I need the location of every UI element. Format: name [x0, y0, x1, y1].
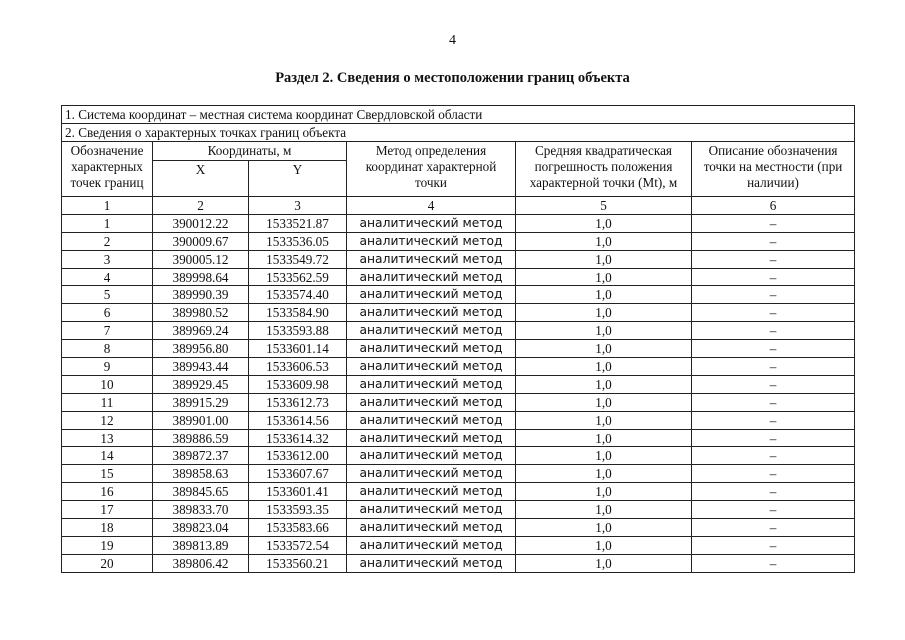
- point-number-cell: 3: [62, 250, 153, 268]
- table-row: [62, 554, 855, 572]
- coord-x-cell: 390009.67: [153, 232, 249, 250]
- coord-x-cell: 389833.70: [153, 501, 249, 519]
- header-coordinates: Координаты, м: [153, 142, 347, 161]
- coord-x-cell: 389858.63: [153, 465, 249, 483]
- boundary-points-table: [61, 105, 855, 573]
- accuracy-cell: 1,0: [516, 447, 692, 465]
- coord-y-cell: 1533583.66: [249, 519, 347, 537]
- coord-x-cell: 389969.24: [153, 322, 249, 340]
- col-number: 1: [62, 197, 153, 215]
- coord-y-cell: 1533584.90: [249, 304, 347, 322]
- accuracy-cell: 1,0: [516, 465, 692, 483]
- method-cell: аналитический метод: [347, 429, 516, 447]
- coord-y-cell: 1533549.72: [249, 250, 347, 268]
- coord-y-cell: 1533536.05: [249, 232, 347, 250]
- point-number-cell: 7: [62, 322, 153, 340]
- coord-y-cell: 1533572.54: [249, 536, 347, 554]
- coord-y-cell: 1533562.59: [249, 268, 347, 286]
- table-row: [62, 232, 855, 250]
- description-cell: –: [692, 501, 855, 519]
- point-number-cell: 5: [62, 286, 153, 304]
- coord-x-cell: 389915.29: [153, 393, 249, 411]
- point-number-cell: 10: [62, 375, 153, 393]
- header-method: Метод определения координат характерной точки: [347, 142, 516, 197]
- description-cell: –: [692, 322, 855, 340]
- table-row: [62, 393, 855, 411]
- table-row: [62, 519, 855, 537]
- coord-x-cell: 389901.00: [153, 411, 249, 429]
- method-cell: аналитический метод: [347, 375, 516, 393]
- table-row: [62, 214, 855, 232]
- method-cell: аналитический метод: [347, 250, 516, 268]
- method-cell: аналитический метод: [347, 501, 516, 519]
- method-cell: аналитический метод: [347, 411, 516, 429]
- accuracy-cell: 1,0: [516, 519, 692, 537]
- method-cell: аналитический метод: [347, 393, 516, 411]
- method-cell: аналитический метод: [347, 447, 516, 465]
- table-row: [62, 447, 855, 465]
- point-number-cell: 2: [62, 232, 153, 250]
- coord-x-cell: 389956.80: [153, 340, 249, 358]
- coord-x-cell: 389990.39: [153, 286, 249, 304]
- header-y: Y: [249, 161, 347, 197]
- coord-x-cell: 389886.59: [153, 429, 249, 447]
- coord-y-cell: 1533560.21: [249, 554, 347, 572]
- accuracy-cell: 1,0: [516, 375, 692, 393]
- description-cell: –: [692, 286, 855, 304]
- accuracy-cell: 1,0: [516, 393, 692, 411]
- accuracy-cell: 1,0: [516, 429, 692, 447]
- col-number: 3: [249, 197, 347, 215]
- description-cell: –: [692, 393, 855, 411]
- point-number-cell: 14: [62, 447, 153, 465]
- accuracy-cell: 1,0: [516, 411, 692, 429]
- coord-x-cell: 389998.64: [153, 268, 249, 286]
- coord-x-cell: 389929.45: [153, 375, 249, 393]
- point-number-cell: 6: [62, 304, 153, 322]
- point-number-cell: 11: [62, 393, 153, 411]
- coord-y-cell: 1533521.87: [249, 214, 347, 232]
- coord-y-cell: 1533614.32: [249, 429, 347, 447]
- table-row: [62, 268, 855, 286]
- coord-x-cell: 389806.42: [153, 554, 249, 572]
- table-row: [62, 465, 855, 483]
- accuracy-cell: 1,0: [516, 483, 692, 501]
- col-number: 4: [347, 197, 516, 215]
- description-cell: –: [692, 375, 855, 393]
- point-number-cell: 1: [62, 214, 153, 232]
- points-info-row: 2. Сведения о характерных точках границ объекта: [62, 124, 855, 142]
- table-row: [62, 286, 855, 304]
- method-cell: аналитический метод: [347, 286, 516, 304]
- description-cell: –: [692, 214, 855, 232]
- table-row: [62, 340, 855, 358]
- accuracy-cell: 1,0: [516, 554, 692, 572]
- accuracy-cell: 1,0: [516, 232, 692, 250]
- accuracy-cell: 1,0: [516, 358, 692, 376]
- method-cell: аналитический метод: [347, 214, 516, 232]
- coord-y-cell: 1533609.98: [249, 375, 347, 393]
- description-cell: –: [692, 268, 855, 286]
- method-cell: аналитический метод: [347, 340, 516, 358]
- method-cell: аналитический метод: [347, 358, 516, 376]
- description-cell: –: [692, 232, 855, 250]
- description-cell: –: [692, 250, 855, 268]
- description-cell: –: [692, 447, 855, 465]
- accuracy-cell: 1,0: [516, 536, 692, 554]
- coord-y-cell: 1533612.00: [249, 447, 347, 465]
- accuracy-cell: 1,0: [516, 322, 692, 340]
- coord-y-cell: 1533574.40: [249, 286, 347, 304]
- table-row: [62, 250, 855, 268]
- description-cell: –: [692, 519, 855, 537]
- coord-x-cell: 390005.12: [153, 250, 249, 268]
- coord-y-cell: 1533607.67: [249, 465, 347, 483]
- col-number: 5: [516, 197, 692, 215]
- coord-y-cell: 1533593.88: [249, 322, 347, 340]
- point-number-cell: 13: [62, 429, 153, 447]
- point-number-cell: 15: [62, 465, 153, 483]
- header-description: Описание обозначения точки на местности (при наличии): [692, 142, 855, 197]
- point-number-cell: 17: [62, 501, 153, 519]
- description-cell: –: [692, 465, 855, 483]
- table-row: [62, 375, 855, 393]
- accuracy-cell: 1,0: [516, 340, 692, 358]
- section-title: Раздел 2. Сведения о местоположении границ объекта: [275, 70, 630, 86]
- table-row: [62, 304, 855, 322]
- table-row: [62, 358, 855, 376]
- point-number-cell: 20: [62, 554, 153, 572]
- accuracy-cell: 1,0: [516, 268, 692, 286]
- coord-x-cell: 389872.37: [153, 447, 249, 465]
- description-cell: –: [692, 554, 855, 572]
- point-number-cell: 4: [62, 268, 153, 286]
- table-row: [62, 411, 855, 429]
- description-cell: –: [692, 340, 855, 358]
- method-cell: аналитический метод: [347, 322, 516, 340]
- col-number: 2: [153, 197, 249, 215]
- coord-x-cell: 390012.22: [153, 214, 249, 232]
- method-cell: аналитический метод: [347, 268, 516, 286]
- table-row: [62, 536, 855, 554]
- accuracy-cell: 1,0: [516, 501, 692, 519]
- table-row: [62, 483, 855, 501]
- description-cell: –: [692, 358, 855, 376]
- method-cell: аналитический метод: [347, 304, 516, 322]
- column-numbers-row: [62, 197, 855, 215]
- coord-x-cell: 389813.89: [153, 536, 249, 554]
- description-cell: –: [692, 536, 855, 554]
- point-number-cell: 9: [62, 358, 153, 376]
- coord-y-cell: 1533614.56: [249, 411, 347, 429]
- coord-x-cell: 389823.04: [153, 519, 249, 537]
- page-number: 4: [449, 33, 456, 48]
- method-cell: аналитический метод: [347, 554, 516, 572]
- description-cell: –: [692, 483, 855, 501]
- accuracy-cell: 1,0: [516, 214, 692, 232]
- coord-x-cell: 389845.65: [153, 483, 249, 501]
- header-accuracy: Средняя квадратическая погрешность положения характерной точки (Mt), м: [516, 142, 692, 197]
- coord-x-cell: 389943.44: [153, 358, 249, 376]
- description-cell: –: [692, 304, 855, 322]
- point-number-cell: 8: [62, 340, 153, 358]
- accuracy-cell: 1,0: [516, 304, 692, 322]
- table-row: [62, 501, 855, 519]
- method-cell: аналитический метод: [347, 519, 516, 537]
- coord-y-cell: 1533601.41: [249, 483, 347, 501]
- coord-y-cell: 1533606.53: [249, 358, 347, 376]
- col-number: 6: [692, 197, 855, 215]
- header-x: X: [153, 161, 249, 197]
- method-cell: аналитический метод: [347, 232, 516, 250]
- coord-y-cell: 1533612.73: [249, 393, 347, 411]
- header-designation: Обозначение характерных точек границ: [62, 142, 153, 197]
- point-number-cell: 16: [62, 483, 153, 501]
- coord-x-cell: 389980.52: [153, 304, 249, 322]
- table-row: [62, 322, 855, 340]
- point-number-cell: 19: [62, 536, 153, 554]
- coord-y-cell: 1533593.35: [249, 501, 347, 519]
- method-cell: аналитический метод: [347, 536, 516, 554]
- method-cell: аналитический метод: [347, 465, 516, 483]
- coord-y-cell: 1533601.14: [249, 340, 347, 358]
- description-cell: –: [692, 429, 855, 447]
- method-cell: аналитический метод: [347, 483, 516, 501]
- table-row: [62, 429, 855, 447]
- description-cell: –: [692, 411, 855, 429]
- point-number-cell: 18: [62, 519, 153, 537]
- point-number-cell: 12: [62, 411, 153, 429]
- accuracy-cell: 1,0: [516, 286, 692, 304]
- coordinate-system-row: 1. Система координат – местная система координат Свердловской области: [62, 106, 855, 124]
- accuracy-cell: 1,0: [516, 250, 692, 268]
